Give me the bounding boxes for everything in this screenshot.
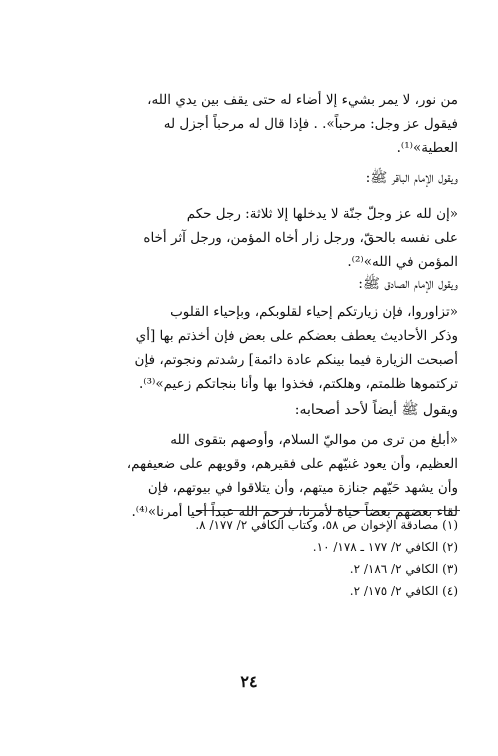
footnote-1: (١) مصادقة الإخوان ص ٥٨، وكتاب الكافي ٢/ ١٧٧/ ٨. bbox=[195, 518, 458, 532]
heading-companion bbox=[32, 398, 458, 422]
footnotes bbox=[32, 514, 458, 602]
text-line: العطية»⁽¹⁾. bbox=[396, 140, 458, 156]
text-line: المؤمن في الله»⁽²⁾. bbox=[347, 254, 458, 270]
footnote-3: (٣) الكافي ٢/ ١٨٦/ ٢. bbox=[349, 562, 458, 576]
paragraph-3 bbox=[32, 300, 458, 396]
paragraph-1 bbox=[32, 88, 458, 160]
text-line: على نفسه بالحقّ، ورجل زار أخاه المؤمن، ورجل آثر أخاه bbox=[143, 230, 458, 246]
heading-text: ويقول الإمام الصادق ﷺ: bbox=[358, 276, 458, 292]
text-line: «أبلغ من ترى من مواليّ السلام، وأوصهم بتقوى الله bbox=[170, 432, 458, 448]
heading-sadiq bbox=[32, 272, 458, 296]
text-line: «تزاوروا، فإن زيارتكم إحياء لقلوبكم، وبإحياء القلوب bbox=[170, 304, 458, 320]
heading-text: ويقول ﷺ أيضاً لأحد أصحابه: bbox=[294, 402, 458, 418]
heading-baqir bbox=[32, 166, 458, 190]
text-line: العظيم، وأن يعود غنيّهم على فقيرهم، وقويهم على ضعيفهم، bbox=[126, 456, 458, 472]
text-line: تركتموها ظلمتم، وهلكتم، فخذوا بها وأنا بنجاتكم زعيم»⁽³⁾. bbox=[138, 376, 458, 392]
text-line: «إن لله عز وجلّ جنّة لا يدخلها إلا ثلاثة: رجل حكم bbox=[186, 206, 458, 222]
page-number: ٢٤ bbox=[240, 672, 258, 691]
footnote-divider bbox=[196, 510, 460, 511]
text-line: وأن يشهد حَيّهم جنازة ميتهم، وأن يتلاقوا في بيوتهم، فإن bbox=[147, 480, 458, 496]
text-line: فيقول عز وجل: مرحباً». . فإذا قال له مرحباً أجزل له bbox=[163, 116, 458, 132]
heading-text: ويقول الإمام الباقر ﷺ: bbox=[365, 170, 458, 186]
footnote-4: (٤) الكافي ٢/ ١٧٥/ ٢. bbox=[349, 584, 458, 598]
paragraph-2 bbox=[32, 202, 458, 274]
footnote-2: (٢) الكافي ٢/ ١٧٧ ـ ١٧٨/ ١٠. bbox=[312, 540, 458, 554]
text-line: وذكر الأحاديث يعطف بعضكم على بعض فإن أخذتم بها [أي bbox=[135, 328, 458, 344]
text-line: من نور، لا يمر بشيء إلا أضاء له حتى يقف بين يدي الله، bbox=[147, 92, 458, 108]
text-line: أصبحت الزيارة فيما بينكم عادة دائمة] رشدتم ونجوتم، فإن bbox=[134, 352, 458, 368]
text-line: لقاء بعضهم بعضاً حياة لأمرنا، فرحم الله عبداً أحيا أمرنا»⁽⁴⁾. bbox=[131, 504, 458, 520]
